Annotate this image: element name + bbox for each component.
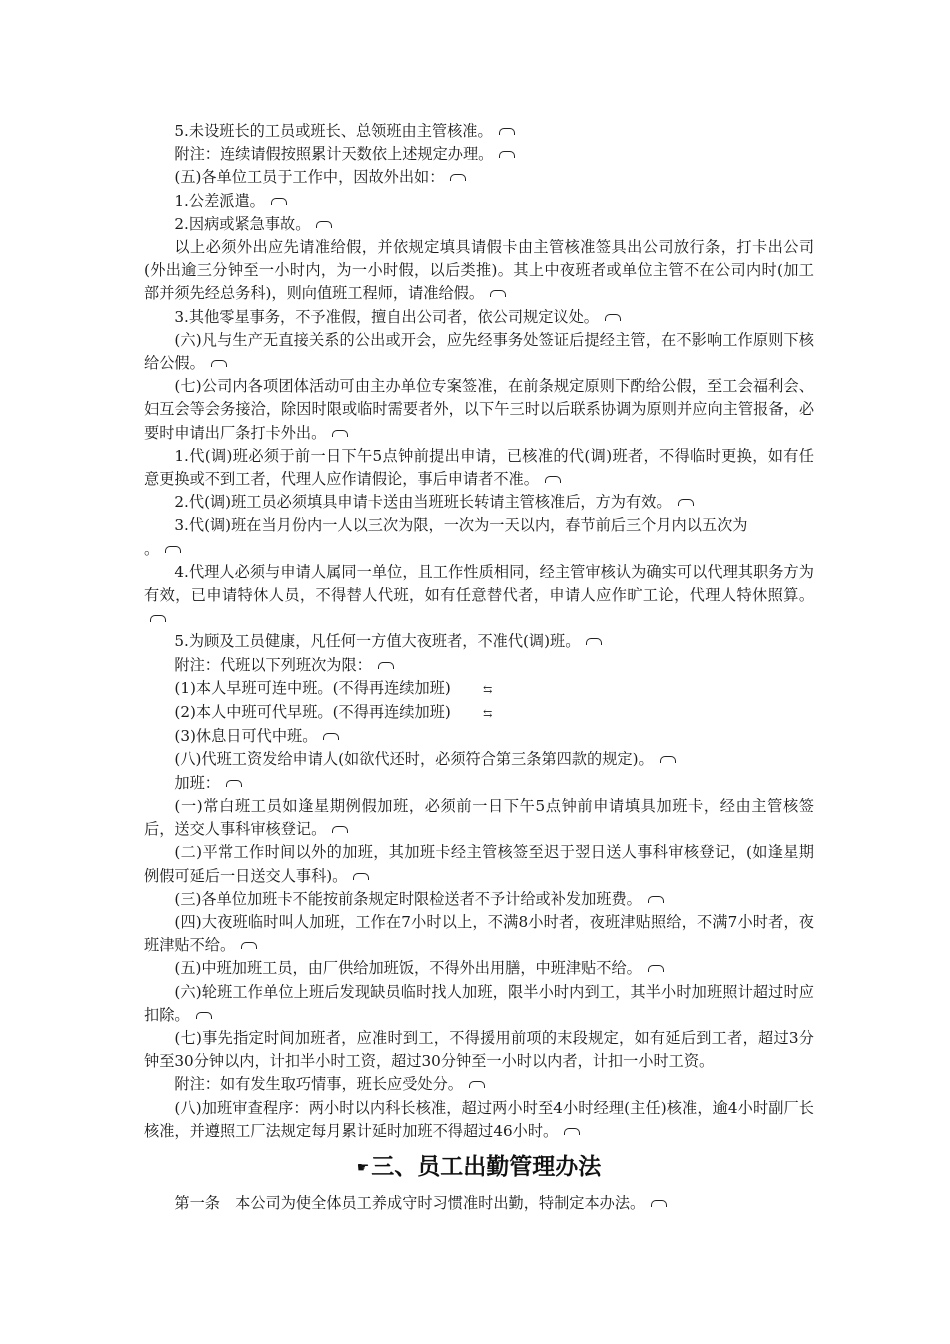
paragraph-mark-icon [678,499,694,506]
paragraph-mark-icon [378,662,394,669]
paragraph: (3)休息日可代中班。 [144,725,814,748]
paragraph: 4.代理人必须与申请人属同一单位，且工作性质相同，经主管审核认为确实可以代理其职务方为有效，已申请特休人员，不得替人代班，如有任意替代者，申请人应作旷工论，代理人特休照算。 [144,561,814,631]
paragraph: 1.公差派遣。 [144,190,814,213]
paragraph-mark-icon [226,780,242,787]
paragraph: 加班： [144,772,814,795]
paragraph: 1.代(调)班必须于前一日下午5点钟前提出申请，已核准的代(调)班者，不得临时更换，如有任意更换或不到工者，代理人应作请假论，事后申请者不准。 [144,446,814,489]
paragraph-mark-icon [648,896,664,903]
paragraph: 第一条 本公司为使全体员工养成守时习惯准时出勤，特制定本办法。 [144,1192,814,1215]
paragraph-mark-icon [332,430,348,437]
paragraph-mark-icon [651,1200,667,1207]
paragraph: (二)平常工作时间以外的加班，其加班卡经主管核签至迟于翌日送人事科审核登记，(如逢星期例假可延后一日送交人事科)。 [144,843,814,885]
paragraph: 以上必须外出应先请准给假，并依规定填具请假卡由主管核准签具出公司放行条，打卡出公司(外出逾三分钟至一小时内，为一小时假，以后类推)。其上中夜班者或单位主管不在公司内时(加工部并须先经总务科)，则向值班工程师，请准给假。 [144,238,814,303]
paragraph-mark-icon [499,128,515,135]
paragraph-mark-icon [150,615,166,622]
paragraph-mark-icon [450,174,466,181]
paragraph-mark-icon [271,198,287,205]
paragraph: 2.代(调)班工员必须填具申请卡送由当班班长转请主管核准后，方为有效。 [144,491,814,514]
paragraph: (八)代班工资发给申请人(如欲代还时，必须符合第三条第四款的规定)。 [144,748,814,771]
paragraph: (2)本人中班可代早班。(不得再连续加班) ⇆ [144,701,814,725]
paragraph-mark-icon [353,873,369,880]
paragraph: (五)各单位工员于工作中，因故外出如： [144,166,814,189]
paragraph: 5.为顾及工员健康，凡任何一方值大夜班者，不准代(调)班。 [144,630,814,653]
paragraph: 5.未设班长的工员或班长、总领班由主管核准。 [144,120,814,143]
paragraph-mark-icon [499,151,515,158]
paragraph: (三)各单位加班卡不能按前条规定时限检送者不予计给或补发加班费。 [144,888,814,911]
paragraph-mark-icon [545,476,561,483]
paragraph: 3.代(调)班在当月份内一人以三次为限，一次为一天以内，春节前后三个月内以五次为 [174,516,748,535]
paragraph: 附注：连续请假按照累计天数依上述规定办理。 [144,143,814,166]
paragraph: 2.因病或紧急事故。 [144,213,814,236]
paragraph: 附注：如有发生取巧情事，班长应受处分。 [144,1073,814,1096]
paragraph: (1)本人早班可连中班。(不得再连续加班) ⇆ [144,677,814,701]
paragraph: 。 [144,538,814,561]
line-break-icon: ⇆ [483,682,493,696]
paragraph-mark-icon [196,1012,212,1019]
paragraph-mark-icon [586,638,602,645]
paragraph-mark-icon [648,965,664,972]
paragraph: (四)大夜班临时叫人加班，工作在7小时以上，不满8小时者，夜班津贴照给，不满7小时者，夜班津贴不给。 [144,912,814,955]
paragraph-mark-icon [469,1081,485,1088]
paragraph: (七)公司内各项团体活动可由主办单位专案签准，在前条规定原则下酌给公假，至工会福利会、妇互会等会务接洽，除因时限或临时需要者外，以下午三时以后联系协调为原则并应向主管报备，必要时申请出厂条打卡外出。 [144,377,814,442]
paragraph: 附注：代班以下列班次为限： [144,654,814,677]
paragraph-mark-icon [490,290,506,297]
paragraph-mark-icon [211,360,227,367]
line-break-icon: ⇆ [483,707,493,721]
paragraph: 3.其他零星事务，不予准假，擅自出公司者，依公司规定议处。 [144,306,814,329]
paragraph-mark-icon [564,1128,580,1135]
paragraph-mark-icon [323,733,339,740]
paragraph-mark-icon [605,314,621,321]
document-body [144,120,814,1215]
paragraph: (六)轮班工作单位上班后发现缺员临时找人加班，限半小时内到工，其半小时加班照计超过时应扣除。 [144,982,814,1024]
paragraph-mark-icon [660,756,676,763]
paragraph-mark-icon [241,942,257,949]
paragraph-mark-icon [316,221,332,228]
hand-pointer-icon: ☛ [356,1159,370,1176]
paragraph-mark-icon [332,826,348,833]
section-heading: ☛三、员工出勤管理办法 [144,1151,814,1184]
paragraph: (六)凡与生产无直接关系的公出或开会，应先经事务处签证后提经主管，在不影响工作原则下核给公假。 [144,330,814,373]
paragraph: (七)事先指定时间加班者，应准时到工，不得援用前项的末段规定，如有延后到工者，超过3分钟至30分钟以内，计扣半小时工资，超过30分钟至一小时以内者，计扣一小时工资。 [144,1028,814,1071]
paragraph-mark-icon [165,546,181,553]
paragraph: (五)中班加班工员，由厂供给加班饭，不得外出用膳，中班津贴不给。 [144,957,814,980]
paragraph: (一)常白班工员如逢星期例假加班，必须前一日下午5点钟前申请填具加班卡，经由主管核签后，送交人事科审核登记。 [144,796,814,839]
paragraph: (八)加班审查程序：两小时以内科长核准，超过两小时至4小时经理(主任)核准，逾4小时副厂长核准，并遵照工厂法规定每月累计延时加班不得超过46小时。 [144,1098,814,1140]
